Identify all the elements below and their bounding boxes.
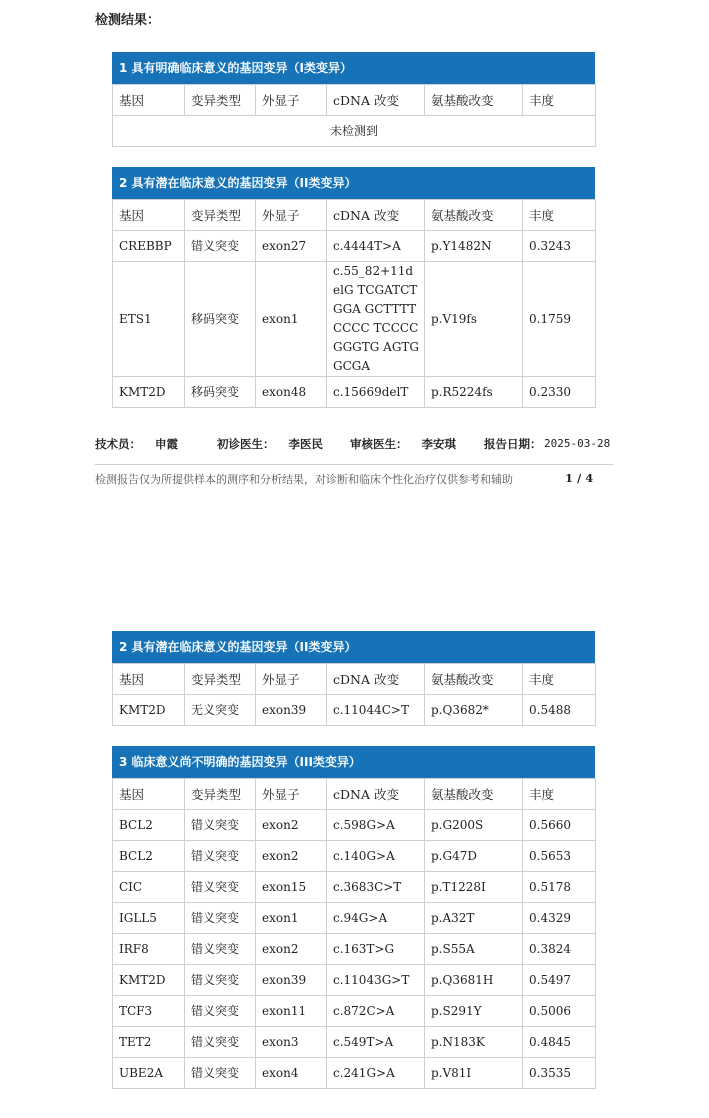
freq: 0.3243 <box>523 231 596 262</box>
cdna: c.598G>A <box>327 810 425 841</box>
col-type: 变异类型 <box>185 664 256 695</box>
freq: 0.5488 <box>523 695 596 726</box>
col-cdna: cDNA 改变 <box>327 200 425 231</box>
exon: exon15 <box>256 872 327 903</box>
gene: KMT2D <box>113 965 185 996</box>
col-exon: 外显子 <box>256 664 327 695</box>
type: 错义突变 <box>185 996 256 1027</box>
col-aa: 氨基酸改变 <box>425 85 523 116</box>
cdna: c.4444T>A <box>327 231 425 262</box>
cdna: c.3683C>T <box>327 872 425 903</box>
freq: 0.5653 <box>523 841 596 872</box>
table-row <box>113 965 596 996</box>
freq: 0.4845 <box>523 1027 596 1058</box>
aa: p.T1228I <box>425 872 523 903</box>
class-ii-grid <box>112 199 596 408</box>
first-name: 李医民 <box>288 437 323 451</box>
freq: 0.5006 <box>523 996 596 1027</box>
col-cdna: cDNA 改变 <box>327 85 425 116</box>
gene: BCL2 <box>113 841 185 872</box>
technician <box>95 436 178 452</box>
col-aa: 氨基酸改变 <box>425 779 523 810</box>
table-row <box>113 934 596 965</box>
col-aa: 氨基酸改变 <box>425 664 523 695</box>
class-ii-table-title: 2 具有潜在临床意义的基因变异（II类变异） <box>112 167 595 199</box>
col-type: 变异类型 <box>185 779 256 810</box>
gene: CREBBP <box>113 231 185 262</box>
freq: 0.1759 <box>523 262 596 377</box>
header-row <box>113 664 596 695</box>
class-i-table <box>112 52 595 147</box>
col-type: 变异类型 <box>185 200 256 231</box>
cdna: c.94G>A <box>327 903 425 934</box>
freq: 0.3824 <box>523 934 596 965</box>
exon: exon27 <box>256 231 327 262</box>
review-name: 李安琪 <box>421 437 456 451</box>
col-gene: 基因 <box>113 664 185 695</box>
exon: exon2 <box>256 841 327 872</box>
col-cdna: cDNA 改变 <box>327 779 425 810</box>
freq: 0.4329 <box>523 903 596 934</box>
col-exon: 外显子 <box>256 85 327 116</box>
col-cdna: cDNA 改变 <box>327 664 425 695</box>
aa: p.G47D <box>425 841 523 872</box>
table-row <box>113 996 596 1027</box>
header-row <box>113 779 596 810</box>
exon: exon39 <box>256 965 327 996</box>
aa: p.Y1482N <box>425 231 523 262</box>
table-row <box>113 810 596 841</box>
cdna: c.15669delT <box>327 377 425 408</box>
table-row <box>113 695 596 726</box>
disclaimer: 检测报告仅为所提供样本的测序和分析结果，对诊断和临床个性化治疗仅供参考和辅助 <box>95 473 513 486</box>
col-type: 变异类型 <box>185 85 256 116</box>
exon: exon1 <box>256 903 327 934</box>
freq: 0.2330 <box>523 377 596 408</box>
header-row <box>113 85 596 116</box>
cdna: c.872C>A <box>327 996 425 1027</box>
aa: p.V19fs <box>425 262 523 377</box>
tech-label: 技术员： <box>95 437 141 451</box>
type: 错义突变 <box>185 872 256 903</box>
table-row <box>113 377 596 408</box>
exon: exon2 <box>256 810 327 841</box>
cdna: c.241G>A <box>327 1058 425 1089</box>
col-aa: 氨基酸改变 <box>425 200 523 231</box>
type: 错义突变 <box>185 1058 256 1089</box>
cdna: c.55_82+11delG TCGATCTGGA GCTTTTCCCC TCCCCGGGTG AGTGGCGA <box>327 262 425 377</box>
col-gene: 基因 <box>113 200 185 231</box>
review-doctor <box>350 436 456 452</box>
cdna: c.163T>G <box>327 934 425 965</box>
aa: p.V81I <box>425 1058 523 1089</box>
freq: 0.5178 <box>523 872 596 903</box>
col-gene: 基因 <box>113 85 185 116</box>
aa: p.S291Y <box>425 996 523 1027</box>
class-iii-grid <box>112 778 596 1089</box>
report-date: 2025-03-28 <box>544 437 611 450</box>
type: 移码突变 <box>185 377 256 408</box>
first-doctor <box>217 436 323 452</box>
type: 错义突变 <box>185 903 256 934</box>
col-freq: 丰度 <box>523 200 596 231</box>
gene: ETS1 <box>113 262 185 377</box>
table-row <box>113 872 596 903</box>
type: 错义突变 <box>185 841 256 872</box>
aa: p.G200S <box>425 810 523 841</box>
exon: exon1 <box>256 262 327 377</box>
footer-divider <box>95 464 613 465</box>
type: 错义突变 <box>185 810 256 841</box>
type: 错义突变 <box>185 965 256 996</box>
class-ii-table-title: 2 具有潜在临床意义的基因变异（II类变异） <box>112 631 595 663</box>
tech-name: 申霞 <box>155 437 178 451</box>
exon: exon39 <box>256 695 327 726</box>
class-iii-table <box>112 746 595 1089</box>
exon: exon3 <box>256 1027 327 1058</box>
type: 错义突变 <box>185 934 256 965</box>
class-ii-table-p1 <box>112 167 595 408</box>
col-exon: 外显子 <box>256 779 327 810</box>
table-row <box>113 262 596 377</box>
table-row <box>113 1058 596 1089</box>
type: 错义突变 <box>185 1027 256 1058</box>
col-freq: 丰度 <box>523 779 596 810</box>
empty-row <box>113 116 596 147</box>
class-i-table-title: 1 具有明确临床意义的基因变异（I类变异） <box>112 52 595 84</box>
table-row <box>113 1027 596 1058</box>
cdna: c.140G>A <box>327 841 425 872</box>
gene: KMT2D <box>113 377 185 408</box>
class-ii-grid <box>112 663 596 726</box>
exon: exon4 <box>256 1058 327 1089</box>
cdna: c.549T>A <box>327 1027 425 1058</box>
col-gene: 基因 <box>113 779 185 810</box>
aa: p.R5224fs <box>425 377 523 408</box>
gene: KMT2D <box>113 695 185 726</box>
aa: p.S55A <box>425 934 523 965</box>
freq: 0.5660 <box>523 810 596 841</box>
first-label: 初诊医生： <box>217 437 275 451</box>
results-heading: 检测结果： <box>95 13 161 28</box>
type: 移码突变 <box>185 262 256 377</box>
gene: CIC <box>113 872 185 903</box>
aa: p.Q3681H <box>425 965 523 996</box>
table-row <box>113 903 596 934</box>
cdna: c.11044C>T <box>327 695 425 726</box>
table-row <box>113 841 596 872</box>
exon: exon2 <box>256 934 327 965</box>
gene: UBE2A <box>113 1058 185 1089</box>
empty-text: 未检测到 <box>113 116 596 147</box>
cdna: c.11043G>T <box>327 965 425 996</box>
gene: IRF8 <box>113 934 185 965</box>
col-freq: 丰度 <box>523 85 596 116</box>
header-row <box>113 200 596 231</box>
gene: TCF3 <box>113 996 185 1027</box>
aa: p.N183K <box>425 1027 523 1058</box>
table-row <box>113 231 596 262</box>
exon: exon11 <box>256 996 327 1027</box>
exon: exon48 <box>256 377 327 408</box>
aa: p.A32T <box>425 903 523 934</box>
gene: IGLL5 <box>113 903 185 934</box>
aa: p.Q3682* <box>425 695 523 726</box>
report-date-label: 报告日期： <box>484 437 542 451</box>
gene: TET2 <box>113 1027 185 1058</box>
col-exon: 外显子 <box>256 200 327 231</box>
type: 无义突变 <box>185 695 256 726</box>
freq: 0.3535 <box>523 1058 596 1089</box>
class-iii-table-title: 3 临床意义尚不明确的基因变异（III类变异） <box>112 746 595 778</box>
freq: 0.5497 <box>523 965 596 996</box>
class-i-grid <box>112 84 596 147</box>
review-label: 审核医生： <box>350 437 408 451</box>
type: 错义突变 <box>185 231 256 262</box>
page-number: 1 / 4 <box>565 471 594 485</box>
gene: BCL2 <box>113 810 185 841</box>
class-ii-table-p2 <box>112 631 595 726</box>
col-freq: 丰度 <box>523 664 596 695</box>
